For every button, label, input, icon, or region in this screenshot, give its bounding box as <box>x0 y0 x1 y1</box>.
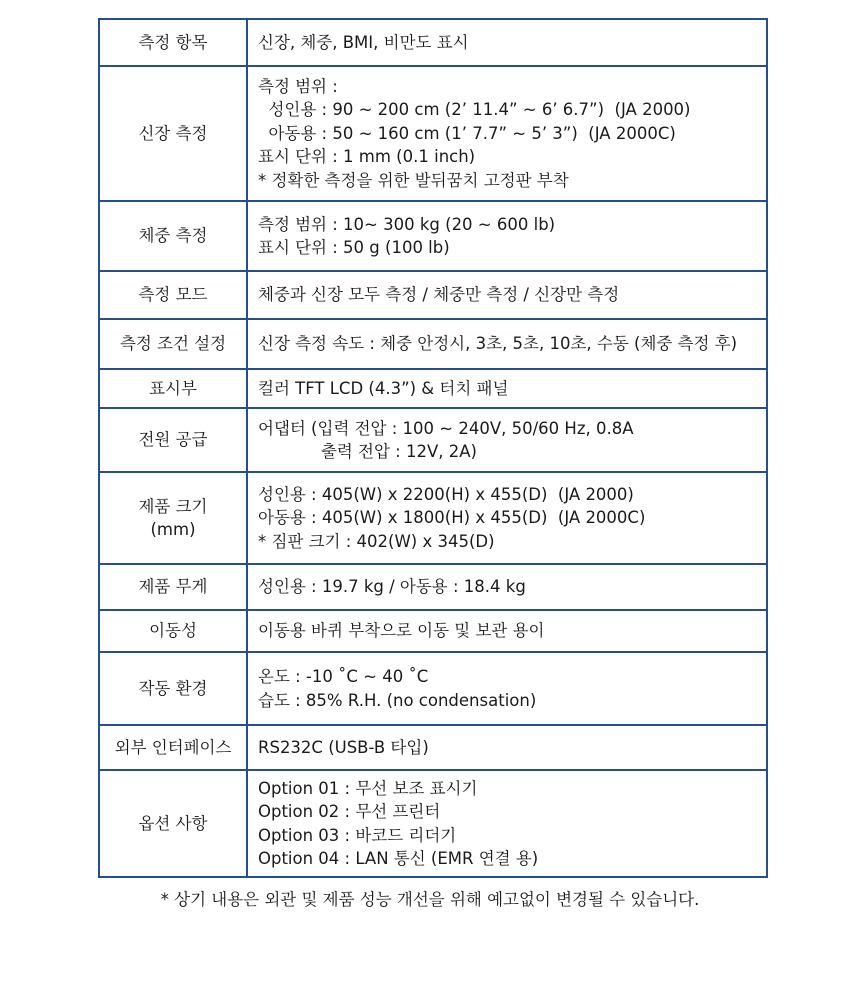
row-label-text: 옵션 사항 <box>138 813 208 833</box>
row-value <box>247 472 767 564</box>
table-row <box>99 201 767 271</box>
table-row <box>99 319 767 369</box>
table-row <box>99 271 767 319</box>
row-label-text: 측정 모드 <box>138 285 208 305</box>
row-value <box>247 652 767 725</box>
row-value-text: * 짐판 크기 : 402(W) x 345(D) <box>258 531 495 551</box>
row-value <box>247 408 767 472</box>
row-label-text: (mm) <box>150 520 196 539</box>
row-value-text: * 정확한 측정을 위한 발뒤꿈치 고정판 부착 <box>258 170 569 190</box>
row-label-text: 제품 크기 <box>138 496 208 516</box>
row-value <box>247 201 767 271</box>
table-row <box>99 564 767 610</box>
row-label <box>99 725 247 770</box>
row-value <box>247 610 767 652</box>
spec-table <box>98 18 768 878</box>
row-value-text: 성인용 : 405(W) x 2200(H) x 455(D) (JA 2000) <box>258 484 634 504</box>
row-value-text: 체중과 신장 모두 측정 / 체중만 측정 / 신장만 측정 <box>258 285 620 305</box>
table-row <box>99 610 767 652</box>
row-value <box>247 19 767 66</box>
row-value <box>247 369 767 408</box>
row-value-text: 성인용 : 19.7 kg / 아동용 : 18.4 kg <box>258 577 526 597</box>
row-label-text: 이동성 <box>149 621 197 641</box>
row-value-text: 측정 범위 : 10~ 300 kg (20 ~ 600 lb) <box>258 214 556 234</box>
row-label <box>99 271 247 319</box>
row-label <box>99 770 247 877</box>
row-label <box>99 66 247 201</box>
row-value-text: 아동용 : 50 ~ 160 cm (1’ 7.7” ~ 5’ 3”) (JA 2000C) <box>258 123 676 143</box>
row-label <box>99 19 247 66</box>
row-value-text: 신장 측정 속도 : 체중 안정시, 3초, 5초, 10초, 수동 (체중 측정 후) <box>258 334 738 354</box>
row-label <box>99 652 247 725</box>
row-value <box>247 770 767 877</box>
row-value-text: 습도 : 85% R.H. (no condensation) <box>258 690 537 710</box>
row-value <box>247 564 767 610</box>
table-row <box>99 369 767 408</box>
table-row <box>99 472 767 564</box>
row-label-text: 체중 측정 <box>138 226 208 246</box>
row-value <box>247 725 767 770</box>
row-value-text: Option 04 : LAN 통신 (EMR 연결 용) <box>258 849 539 868</box>
row-value-text: 표시 단위 : 50 g (100 lb) <box>258 238 450 257</box>
row-value-text: 성인용 : 90 ~ 200 cm (2’ 11.4” ~ 6’ 6.7”) (JA 2000) <box>258 100 691 120</box>
row-value <box>247 271 767 319</box>
table-row <box>99 770 767 877</box>
row-value-text: 측정 범위 : <box>258 76 338 96</box>
row-value <box>247 66 767 201</box>
row-label-text: 작동 환경 <box>138 678 208 698</box>
row-value-text: Option 02 : 무선 프린터 <box>258 802 441 821</box>
row-label-text: 측정 조건 설정 <box>119 334 227 354</box>
row-label-text: 제품 무게 <box>138 577 208 597</box>
table-row <box>99 408 767 472</box>
row-label <box>99 408 247 472</box>
row-value-text: 아동용 : 405(W) x 1800(H) x 455(D) (JA 2000C) <box>258 508 646 528</box>
row-value-text: Option 01 : 무선 보조 표시기 <box>258 778 478 798</box>
row-label-text: 외부 인터페이스 <box>114 737 232 757</box>
row-label <box>99 201 247 271</box>
row-value-text: 표시 단위 : 1 mm (0.1 inch) <box>258 147 476 167</box>
row-value <box>247 319 767 369</box>
row-value-text: Option 03 : 바코드 리더기 <box>258 825 457 845</box>
row-value-text: 이동용 바퀴 부착으로 이동 및 보관 용이 <box>258 621 545 641</box>
row-label <box>99 319 247 369</box>
row-value-text: RS232C (USB-B 타입) <box>258 737 429 757</box>
row-value-text: 어댑터 (입력 전압 : 100 ~ 240V, 50/60 Hz, 0.8A <box>258 418 634 438</box>
table-row <box>99 652 767 725</box>
table-row <box>99 19 767 66</box>
row-label-text: 측정 항목 <box>138 32 208 52</box>
row-value-text: 출력 전압 : 12V, 2A) <box>258 442 477 461</box>
table-row <box>99 66 767 201</box>
table-row <box>99 725 767 770</box>
row-label-text: 전원 공급 <box>138 430 208 450</box>
footnote: * 상기 내용은 외관 및 제품 성능 개선을 위해 예고없이 변경될 수 있습니다. <box>160 890 700 909</box>
row-label <box>99 564 247 610</box>
row-label <box>99 472 247 564</box>
row-value-text: 컬러 TFT LCD (4.3”) & 터치 패널 <box>258 378 509 398</box>
row-value-text: 신장, 체중, BMI, 비만도 표시 <box>258 32 469 52</box>
row-value-text: 온도 : -10 ˚C ~ 40 ˚C <box>258 667 429 686</box>
row-label <box>99 369 247 408</box>
row-label <box>99 610 247 652</box>
row-label-text: 신장 측정 <box>138 123 208 143</box>
row-label-text: 표시부 <box>149 378 197 398</box>
